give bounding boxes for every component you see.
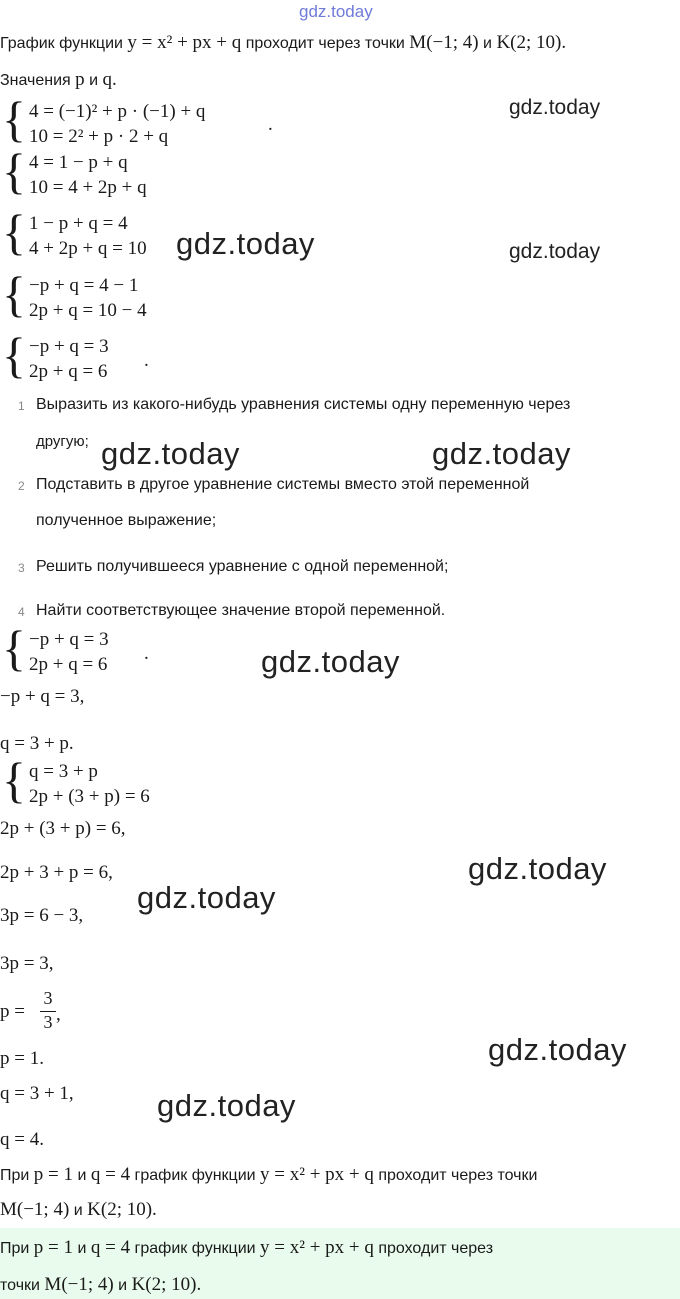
system-1-line-1: 4 = (−1)² + p · (−1) + q bbox=[29, 101, 206, 122]
system-2-line-2: 10 = 4 + 2p + q bbox=[29, 177, 147, 198]
system-6-line-2: 2p + q = 6 bbox=[29, 654, 108, 675]
step-2-line-1: Подставить в другое уравнение системы вместо этой переменной bbox=[36, 476, 530, 493]
step-1-line-1: Выразить из какого-нибудь уравнения системы одну переменную через bbox=[36, 396, 571, 413]
watermark: gdz.today bbox=[509, 240, 601, 263]
answer-and-2: и bbox=[118, 1277, 128, 1294]
intro-line bbox=[0, 32, 566, 54]
step-4-line-1: Найти соответствующее значение второй переменной. bbox=[36, 602, 446, 619]
system-3-line-2: 4 + 2p + q = 10 bbox=[29, 238, 147, 259]
watermark: gdz.today bbox=[488, 1032, 627, 1067]
conclusion-and: и bbox=[77, 1167, 87, 1184]
answer-and: и bbox=[77, 1240, 87, 1257]
watermark: gdz.today bbox=[101, 436, 240, 471]
system-3-line-1: 1 − p + q = 4 bbox=[29, 213, 128, 234]
answer-line-2 bbox=[0, 1274, 201, 1296]
system-4-line-2: 2p + q = 10 − 4 bbox=[29, 300, 147, 321]
answer-q: q = 4 bbox=[90, 1237, 131, 1258]
system-brace: { bbox=[2, 204, 26, 260]
values-text: Значения bbox=[0, 72, 71, 89]
watermark: gdz.today bbox=[432, 436, 571, 471]
system-brace: { bbox=[2, 327, 26, 383]
system-3 bbox=[2, 204, 202, 263]
watermark-top: gdz.today bbox=[299, 2, 373, 21]
answer-p: p = 1 bbox=[33, 1237, 74, 1258]
conclusion-line-2 bbox=[0, 1199, 157, 1221]
system-brace: { bbox=[2, 266, 26, 322]
system-6-dot: . bbox=[144, 643, 149, 664]
intro-and: и bbox=[483, 35, 492, 52]
equation: q = 4. bbox=[0, 1129, 44, 1150]
system-4-line-1: −p + q = 4 − 1 bbox=[29, 275, 139, 296]
system-5-line-2: 2p + q = 6 bbox=[29, 361, 108, 382]
fraction-comma: , bbox=[56, 1004, 61, 1025]
watermark: gdz.today bbox=[261, 644, 400, 679]
conclusion-point-k: K(2; 10). bbox=[87, 1199, 157, 1220]
equation: q = 3 + p. bbox=[0, 733, 74, 754]
equation: q = 3 + 1, bbox=[0, 1083, 74, 1104]
fraction-denominator: 3 bbox=[43, 1012, 53, 1032]
conclusion-q: q = 4 bbox=[90, 1164, 131, 1185]
step-number: 2 bbox=[18, 479, 25, 493]
values-p: p bbox=[75, 69, 85, 90]
answer-point-m: M(−1; 4) bbox=[44, 1274, 114, 1295]
watermark: gdz.today bbox=[157, 1088, 296, 1123]
system-6-line-1: −p + q = 3 bbox=[29, 629, 109, 650]
system-brace: { bbox=[2, 143, 26, 199]
system-7-line-1: q = 3 + p bbox=[29, 761, 98, 782]
values-line bbox=[0, 69, 117, 91]
system-2 bbox=[2, 143, 202, 202]
system-brace: { bbox=[2, 752, 26, 808]
values-q: q. bbox=[102, 69, 117, 90]
answer-function: y = x² + px + q bbox=[260, 1237, 374, 1258]
system-1 bbox=[2, 91, 292, 150]
intro-function: y = x² + px + q bbox=[127, 32, 242, 53]
system-4 bbox=[2, 266, 202, 325]
equation: 2p + 3 + p = 6, bbox=[0, 862, 113, 883]
system-brace: { bbox=[2, 91, 26, 147]
values-and: и bbox=[89, 72, 99, 89]
equation: 3p = 6 − 3, bbox=[0, 905, 84, 926]
system-1-line-2: 10 = 2² + p · 2 + q bbox=[29, 126, 169, 147]
answer-at: При bbox=[0, 1240, 30, 1257]
watermark: gdz.today bbox=[468, 851, 607, 886]
intro-text: График функции bbox=[0, 35, 123, 52]
answer-points: точки bbox=[0, 1277, 40, 1294]
conclusion-passes: проходит через точки bbox=[378, 1167, 538, 1184]
equation: 3p = 3, bbox=[0, 953, 54, 974]
step-1-line-2: другую; bbox=[36, 433, 89, 450]
step-3-line-1: Решить получившееся уравнение с одной переменной; bbox=[36, 558, 449, 575]
system-7-line-2: 2p + (3 + p) = 6 bbox=[29, 786, 150, 807]
step-number: 1 bbox=[18, 399, 25, 413]
equation: p = 1. bbox=[0, 1048, 44, 1069]
step-2-line-2: полученное выражение; bbox=[36, 512, 217, 529]
system-2-line-1: 4 = 1 − p + q bbox=[29, 152, 128, 173]
watermark: gdz.today bbox=[509, 96, 601, 119]
equation: 2p + (3 + p) = 6, bbox=[0, 818, 126, 839]
system-5-dot: . bbox=[144, 350, 149, 371]
conclusion-line-1 bbox=[0, 1164, 537, 1186]
fraction-numerator: 3 bbox=[43, 988, 53, 1008]
intro-point-k: K(2; 10). bbox=[496, 32, 567, 53]
step-number: 3 bbox=[18, 561, 25, 575]
system-6 bbox=[2, 620, 202, 679]
watermark: gdz.today bbox=[137, 880, 276, 915]
answer-graph: график функции bbox=[134, 1240, 256, 1257]
conclusion-graph: график функции bbox=[134, 1167, 256, 1184]
answer-passes: проходит через bbox=[378, 1240, 494, 1257]
conclusion-p: p = 1 bbox=[33, 1164, 74, 1185]
system-1-dot: . bbox=[268, 114, 273, 135]
conclusion-at: При bbox=[0, 1167, 30, 1184]
equation: −p + q = 3, bbox=[0, 686, 85, 707]
fraction-lhs: p = bbox=[0, 1001, 25, 1022]
conclusion-function: y = x² + px + q bbox=[260, 1164, 374, 1185]
system-5-line-1: −p + q = 3 bbox=[29, 336, 109, 357]
step-number: 4 bbox=[18, 605, 25, 619]
conclusion-point-m: M(−1; 4) bbox=[0, 1199, 70, 1220]
intro-point-m: M(−1; 4) bbox=[409, 32, 479, 53]
system-7 bbox=[2, 752, 222, 811]
answer-line-1 bbox=[0, 1237, 493, 1259]
conclusion-and-2: и bbox=[73, 1202, 83, 1219]
system-5 bbox=[2, 327, 202, 386]
intro-passes: проходит через точки bbox=[245, 35, 405, 52]
answer-point-k: K(2; 10). bbox=[131, 1274, 202, 1295]
system-brace: { bbox=[2, 620, 26, 676]
watermark: gdz.today bbox=[176, 226, 315, 261]
